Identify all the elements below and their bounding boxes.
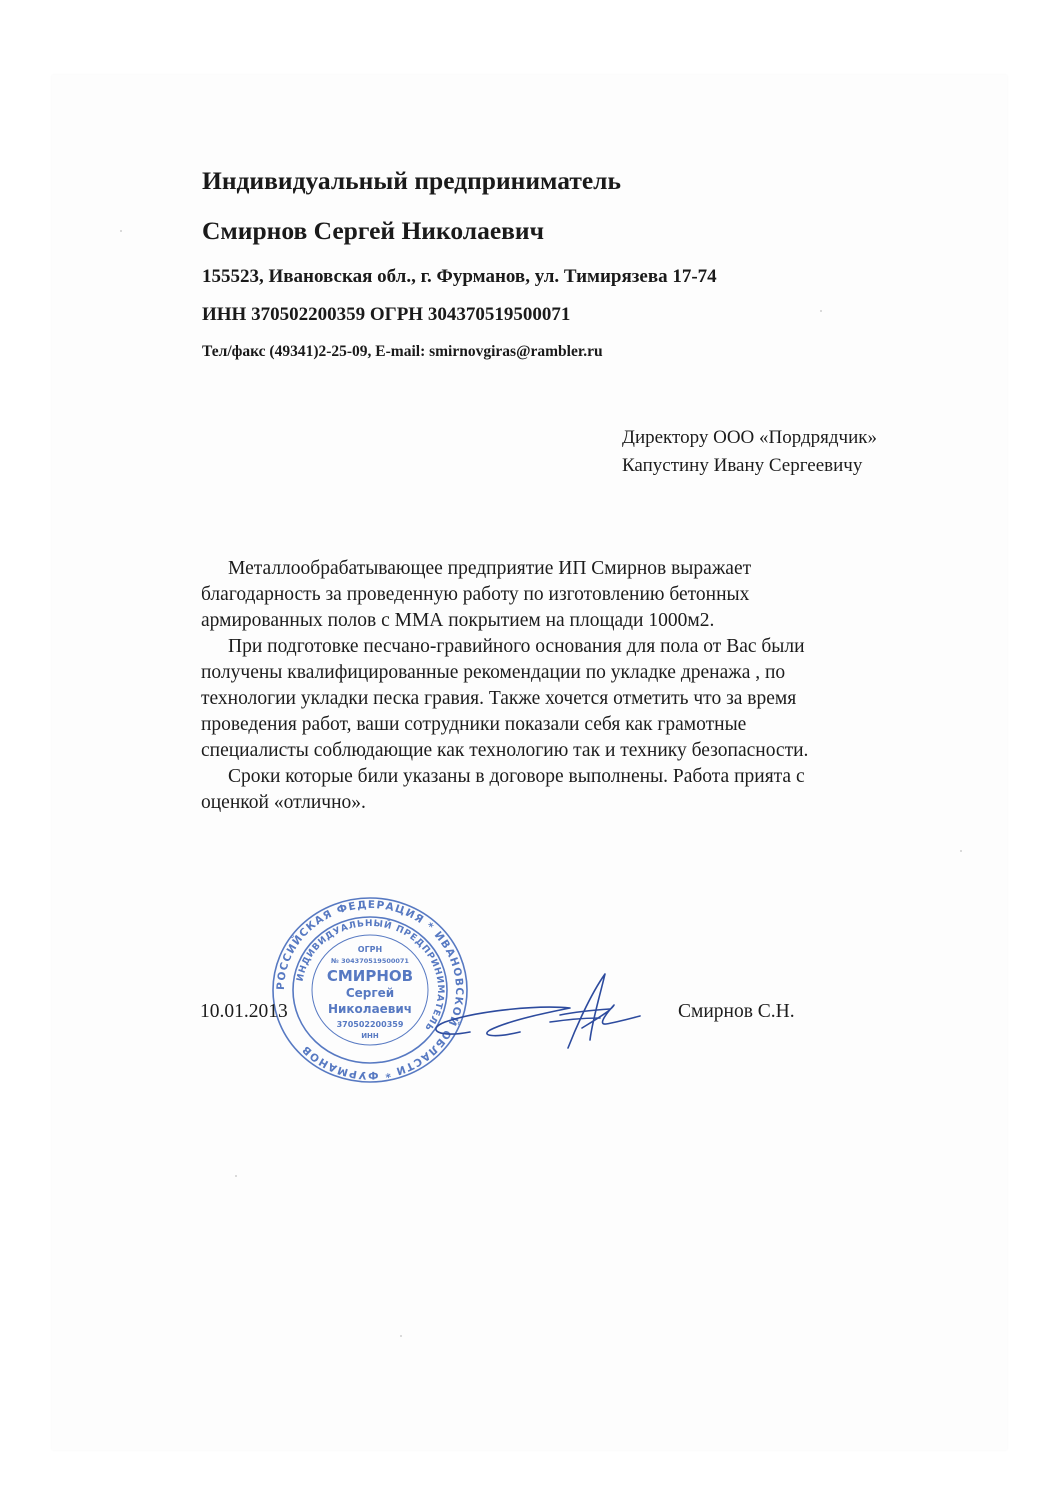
seal-outer-text: РОССИЙСКАЯ ФЕДЕРАЦИЯ * ИВАНОВСКОЙ ОБЛАСТИ * ФУРМАНОВ	[274, 898, 466, 1082]
scan-speck	[820, 310, 822, 312]
seal-surname: СМИРНОВ	[326, 967, 414, 985]
body-line: благодарность за проведенную работу по изготовлению бетонных	[201, 584, 750, 605]
letter-date: 10.01.2013	[200, 1001, 288, 1022]
seal-inn-number: 370502200359	[336, 1020, 404, 1029]
scan-speck	[235, 1175, 237, 1177]
letterhead-inn-ogrn: ИНН 370502200359 ОГРН 304370519500071	[202, 304, 571, 325]
body-line: технологии укладки песка гравия. Также хочется отметить что за время	[201, 688, 797, 709]
signer-name: Смирнов С.Н.	[678, 1001, 795, 1022]
scan-speck	[960, 850, 962, 852]
body-line: оценкой «отлично».	[201, 792, 366, 813]
letterhead-name: Смирнов Сергей Николаевич	[202, 216, 544, 245]
letterhead-contacts: Тел/факс (49341)2-25-09, E-mail: smirnovgiras@rambler.ru	[202, 343, 603, 360]
body-line: специалисты соблюдающие как технологию так и технику безопасности.	[201, 740, 809, 761]
scan-speck	[400, 1335, 402, 1337]
body-line: получены квалифицированные рекомендации по укладке дренажа , по	[201, 662, 786, 683]
scan-speck	[120, 230, 122, 232]
addressee-name: Капустину Ивану Сергеевичу	[622, 455, 863, 476]
seal-inner-ring-text: ИНДИВИДУАЛЬНЫЙ ПРЕДПРИНИМАТЕЛЬ	[295, 918, 446, 1033]
letter-body	[201, 556, 921, 816]
seal-ogrn-number: № 304370519500071	[331, 957, 409, 965]
letterhead-address: 155523, Ивановская обл., г. Фурманов, ул. Тимирязева 17-74	[202, 266, 717, 287]
body-line: При подготовке песчано-гравийного основания для пола от Вас были	[228, 636, 805, 657]
handwritten-signature	[400, 960, 660, 1070]
body-line: Сроки которые били указаны в договоре выполнены. Работа прията с	[228, 766, 805, 787]
letterhead-title: Индивидуальный предприниматель	[202, 166, 621, 195]
addressee-position: Директору ООО «Пордрядчик»	[622, 427, 878, 448]
body-line: Металлообрабатывающее предприятие ИП Смирнов выражает	[228, 558, 752, 579]
addressee-block	[622, 424, 877, 480]
body-line: проведения работ, ваши сотрудники показали себя как грамотные	[201, 714, 747, 735]
seal-first-name: Сергей	[345, 986, 395, 1000]
seal-ogrn-label: ОГРН	[357, 945, 383, 954]
body-line: армированных полов с ММА покрытием на площади 1000м2.	[201, 610, 715, 631]
seal-inn-label: ИНН	[361, 1032, 379, 1040]
seal-patronymic: Николаевич	[327, 1002, 413, 1016]
